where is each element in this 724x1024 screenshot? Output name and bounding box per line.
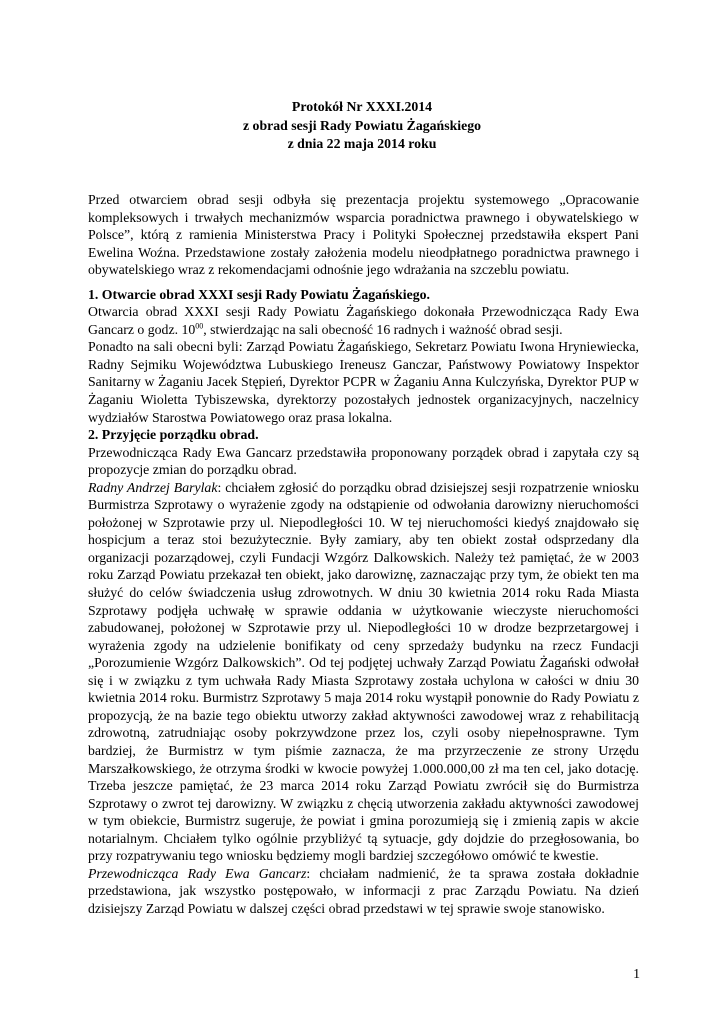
intro-paragraph: Przed otwarciem obrad sesji odbyła się prezentacja projektu systemowego „Opracowanie kompleksowych i trwałych mechanizmów wsparcia poradnictwa prawnego i obywatelskiego w Polsce”, którą z ramienia Ministerstwa Pracy i Polityki Społecznej przedstawiła ekspert Pani Ewelina Woźna. Przedstawione zostały założenia modelu nieodpłatnego poradnictwa prawnego i obywatelskiego wraz z rekomendacjami odnośnie jego wdrażania na szczeblu powiatu. bbox=[88, 192, 639, 278]
section-2-paragraph-agenda: Przewodnicząca Rady Ewa Gancarz przedstawiła proponowany porządek obrad i zapytała czy są propozycje zmian do porządku obrad. bbox=[88, 444, 639, 478]
document-body bbox=[88, 191, 639, 917]
title-line-date: z dnia 22 maja 2014 roku bbox=[287, 136, 437, 151]
speaker-name: Przewodnicząca Rady Ewa Gancarz bbox=[88, 865, 307, 881]
title-line-session: z obrad sesji Rady Powiatu Żagańskiego bbox=[242, 117, 482, 133]
section-2-paragraph-gancarz bbox=[88, 865, 639, 918]
document-title bbox=[0, 98, 724, 154]
title-line-protocol-number: Protokół Nr XXXI.2014 bbox=[291, 99, 433, 114]
section-2-heading: 2. Przyjęcie porządku obrad. bbox=[88, 427, 259, 443]
opening-time-minutes: 00 bbox=[195, 321, 204, 331]
section-2-paragraph-barylak bbox=[88, 479, 639, 865]
section-1-paragraph-attendees: Ponadto na sali obecni byli: Zarząd Powiatu Żagańskiego, Sekretarz Powiatu Iwona Hryniewiecka, Radny Sejmiku Województwa Lubuskiego Ireneusz Ganczar, Państwowy Powiatowy Inspektor Sanitarny w Żaganiu Jacek Stępień, Dyrektor PCPR w Żaganiu Anna Kulczyńska, Dyrektor PUP w Żaganiu Wioletta Tybiszewska, dyrektorzy pozostałych jednostek organizacyjnych, naczelnicy wydziałów Starostwa Powiatowego oraz prasa lokalna. bbox=[88, 339, 639, 425]
page-number: 1 bbox=[633, 966, 640, 981]
speech-text: : chciałam nadmienić, że ta sprawa została dokładnie przedstawiona, jak wszystko postępowało, w informacji z prac Zarządu Powiatu. Na dzień dzisiejszy Zarząd Powiatu w dalszej części obrad przedstawi w tej sprawie swoje stanowisko. bbox=[88, 865, 639, 916]
section-1-paragraph-opening bbox=[88, 303, 639, 338]
opening-text-before-time: Otwarcia obrad XXXI sesji Rady Powiatu Żagańskiego dokonała Przewodnicząca Rady Ewa Gancarz o godz. 10 bbox=[88, 304, 639, 337]
section-1-heading: 1. Otwarcie obrad XXXI sesji Rady Powiatu Żagańskiego. bbox=[88, 286, 430, 302]
opening-text-after-time: , stwierdzając na sali obecność 16 radnych i ważność obrad sesji. bbox=[203, 321, 563, 337]
speaker-name: Radny Andrzej Barylak bbox=[88, 479, 218, 495]
speech-text: : chciałem zgłosić do porządku obrad dzisiejszej sesji rozpatrzenie wniosku Burmistrza Szprotawy o wyrażenie zgody na odstąpienie od odwołania darowizny nieruchomości położonej w Szprotawie przy ul. Niepodległości 10. W tej nieruchomości kiedyś znajdowało się hospicjum a teraz stoi bezużytecznie. Były zamiary, aby ten obiekt został odsprzedany dla organizacji pozarządowej, czyli Fundacji Wzgórz Dalkowskich. Należy też pamiętać, że w 2003 roku Zarząd Powiatu przekazał ten obiekt, jako darowiznę, zaznaczając przy tym, że obiekt ten ma służyć do celów świadczenia usług zdrowotnych. W dniu 30 kwietnia 2014 roku Rada Miasta Szprotawy podjęła uchwałę w sprawie oddania w użytkowanie wieczyste nieruchomości zabudowanej, położonej w Szprotawie przy ul. Niepodległości 10 w drodze bezprzetargowej i wyrażenia zgody na udzielenie bonifikaty od ceny sprzedaży budynku na rzecz Fundacji „Porozumienie Wzgórz Dalkowskich”. Od tej podjętej uchwały Zarząd Powiatu Żagański odwołał się i w związku z tym uchwała Rady Miasta Szprotawy została uchylona w całości w dniu 30 kwietnia 2014 roku. Burmistrz Szprotawy 5 maja 2014 roku wystąpił ponownie do Rady Powiatu z propozycją, że na bazie tego obiektu utworzy zakład aktywności zawodowej wraz z rehabilitacją zdrowotną, zatrudniając osoby pokrzywdzone przez los, czyli osoby niepełnosprawne. Tym bardziej, że Burmistrz w tym piśmie zaznacza, że ma przyrzeczenie ze strony Urzędu Marszałkowskiego, że otrzyma środki w kwocie powyżej 1.000.000,00 zł ma ten cel, jako dotację. Trzeba jeszcze pamiętać, że 23 marca 2014 roku Zarząd Powiatu zwrócił się do Burmistrza Szprotawy o zwrot tej darowizny. W związku z chęcią utworzenia zakładu aktywności zawodowej w tym obiekcie, Burmistrz sugeruje, że powiat i gmina porozumieją się i zmienią zapis w akcie notarialnym. Chciałem tylko ogólnie przybliżyć tą sytuacje, gdy dojdzie do przegłosowania, bo przy rozpatrywaniu tego wniosku będziemy mogli bardziej szczegółowo omówić te kwestie. bbox=[88, 479, 639, 864]
